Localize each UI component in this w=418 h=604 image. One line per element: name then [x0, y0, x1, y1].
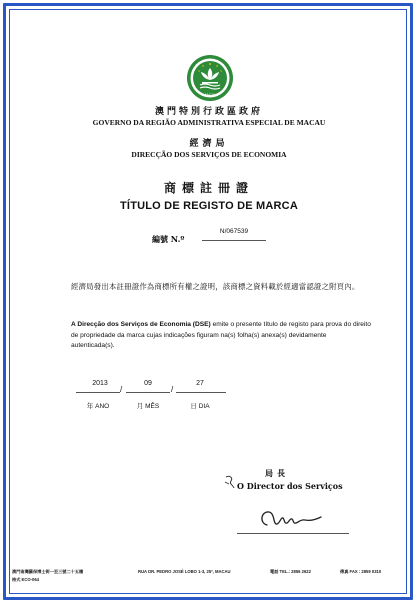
- body-bold-pt: A Direcção dos Serviços de Economia (DSE): [71, 321, 211, 328]
- date-year: 2013: [92, 380, 108, 387]
- signature-icon: [255, 503, 325, 533]
- footer-fax: 傳真 FAX : 2859 0310: [340, 569, 382, 574]
- footer-telephone: 電話 TEL.: 2856 2622: [270, 569, 311, 574]
- date-year-line: [76, 392, 120, 393]
- registration-underline: [202, 240, 266, 241]
- footer-address-pt: RUA DR. PEDRO JOSÉ LOBO 1-3, 25º, MACAU: [138, 569, 231, 574]
- day-label: 日 DIA: [190, 403, 210, 410]
- body-rest-pt: emite o presente título de registo para prova do direito de propriedade da marca cujas indicações figuram na(s) folha(s) anexa(s) devidamente autenticada(s).: [71, 321, 371, 349]
- director-title-pt: O Director dos Serviços: [237, 481, 343, 491]
- bureau-name-zh: 經濟局: [189, 139, 229, 149]
- date-separator: /: [120, 385, 123, 394]
- month-label: 月 MÊS: [136, 403, 160, 410]
- body-text-zh: 經濟局發出本註冊證作為商標所有權之證明，該商標之資料載於經適當認證之附頁內。: [71, 282, 360, 291]
- signature-line: [237, 533, 349, 534]
- year-label: 年 ANO: [86, 403, 110, 410]
- government-name-pt: GOVERNO DA REGIÃO ADMINISTRATIVA ESPECIAL DE MACAU: [92, 118, 326, 127]
- date-day-line: [176, 392, 226, 393]
- registration-number-label: 編號 N.º: [152, 234, 185, 244]
- date-month: 09: [144, 380, 152, 387]
- director-title-zh: 局長: [265, 468, 289, 478]
- macau-emblem-icon: [186, 54, 234, 102]
- certificate-title-pt: TÍTULO DE REGISTO DE MARCA: [120, 200, 298, 212]
- body-text-pt: [71, 320, 371, 352]
- date-separator: /: [171, 385, 174, 394]
- date-month-line: [126, 392, 170, 393]
- government-name-zh: 澳門特別行政區政府: [154, 107, 263, 117]
- footer-address-zh: 澳門南灣羅保博士街一至三號二十五樓: [12, 569, 84, 574]
- registration-number: N/067539: [219, 228, 249, 235]
- seal-text: MACAU: [202, 92, 218, 97]
- date-day: 27: [196, 380, 204, 387]
- footer-form-code: 格式 ECO-064: [12, 577, 39, 582]
- certificate-title-zh: 商標註冊證: [163, 181, 254, 195]
- bureau-name-pt: DIRECÇÃO DOS SERVIÇOS DE ECONOMIA: [131, 150, 287, 159]
- stamp-mark-icon: [224, 475, 236, 489]
